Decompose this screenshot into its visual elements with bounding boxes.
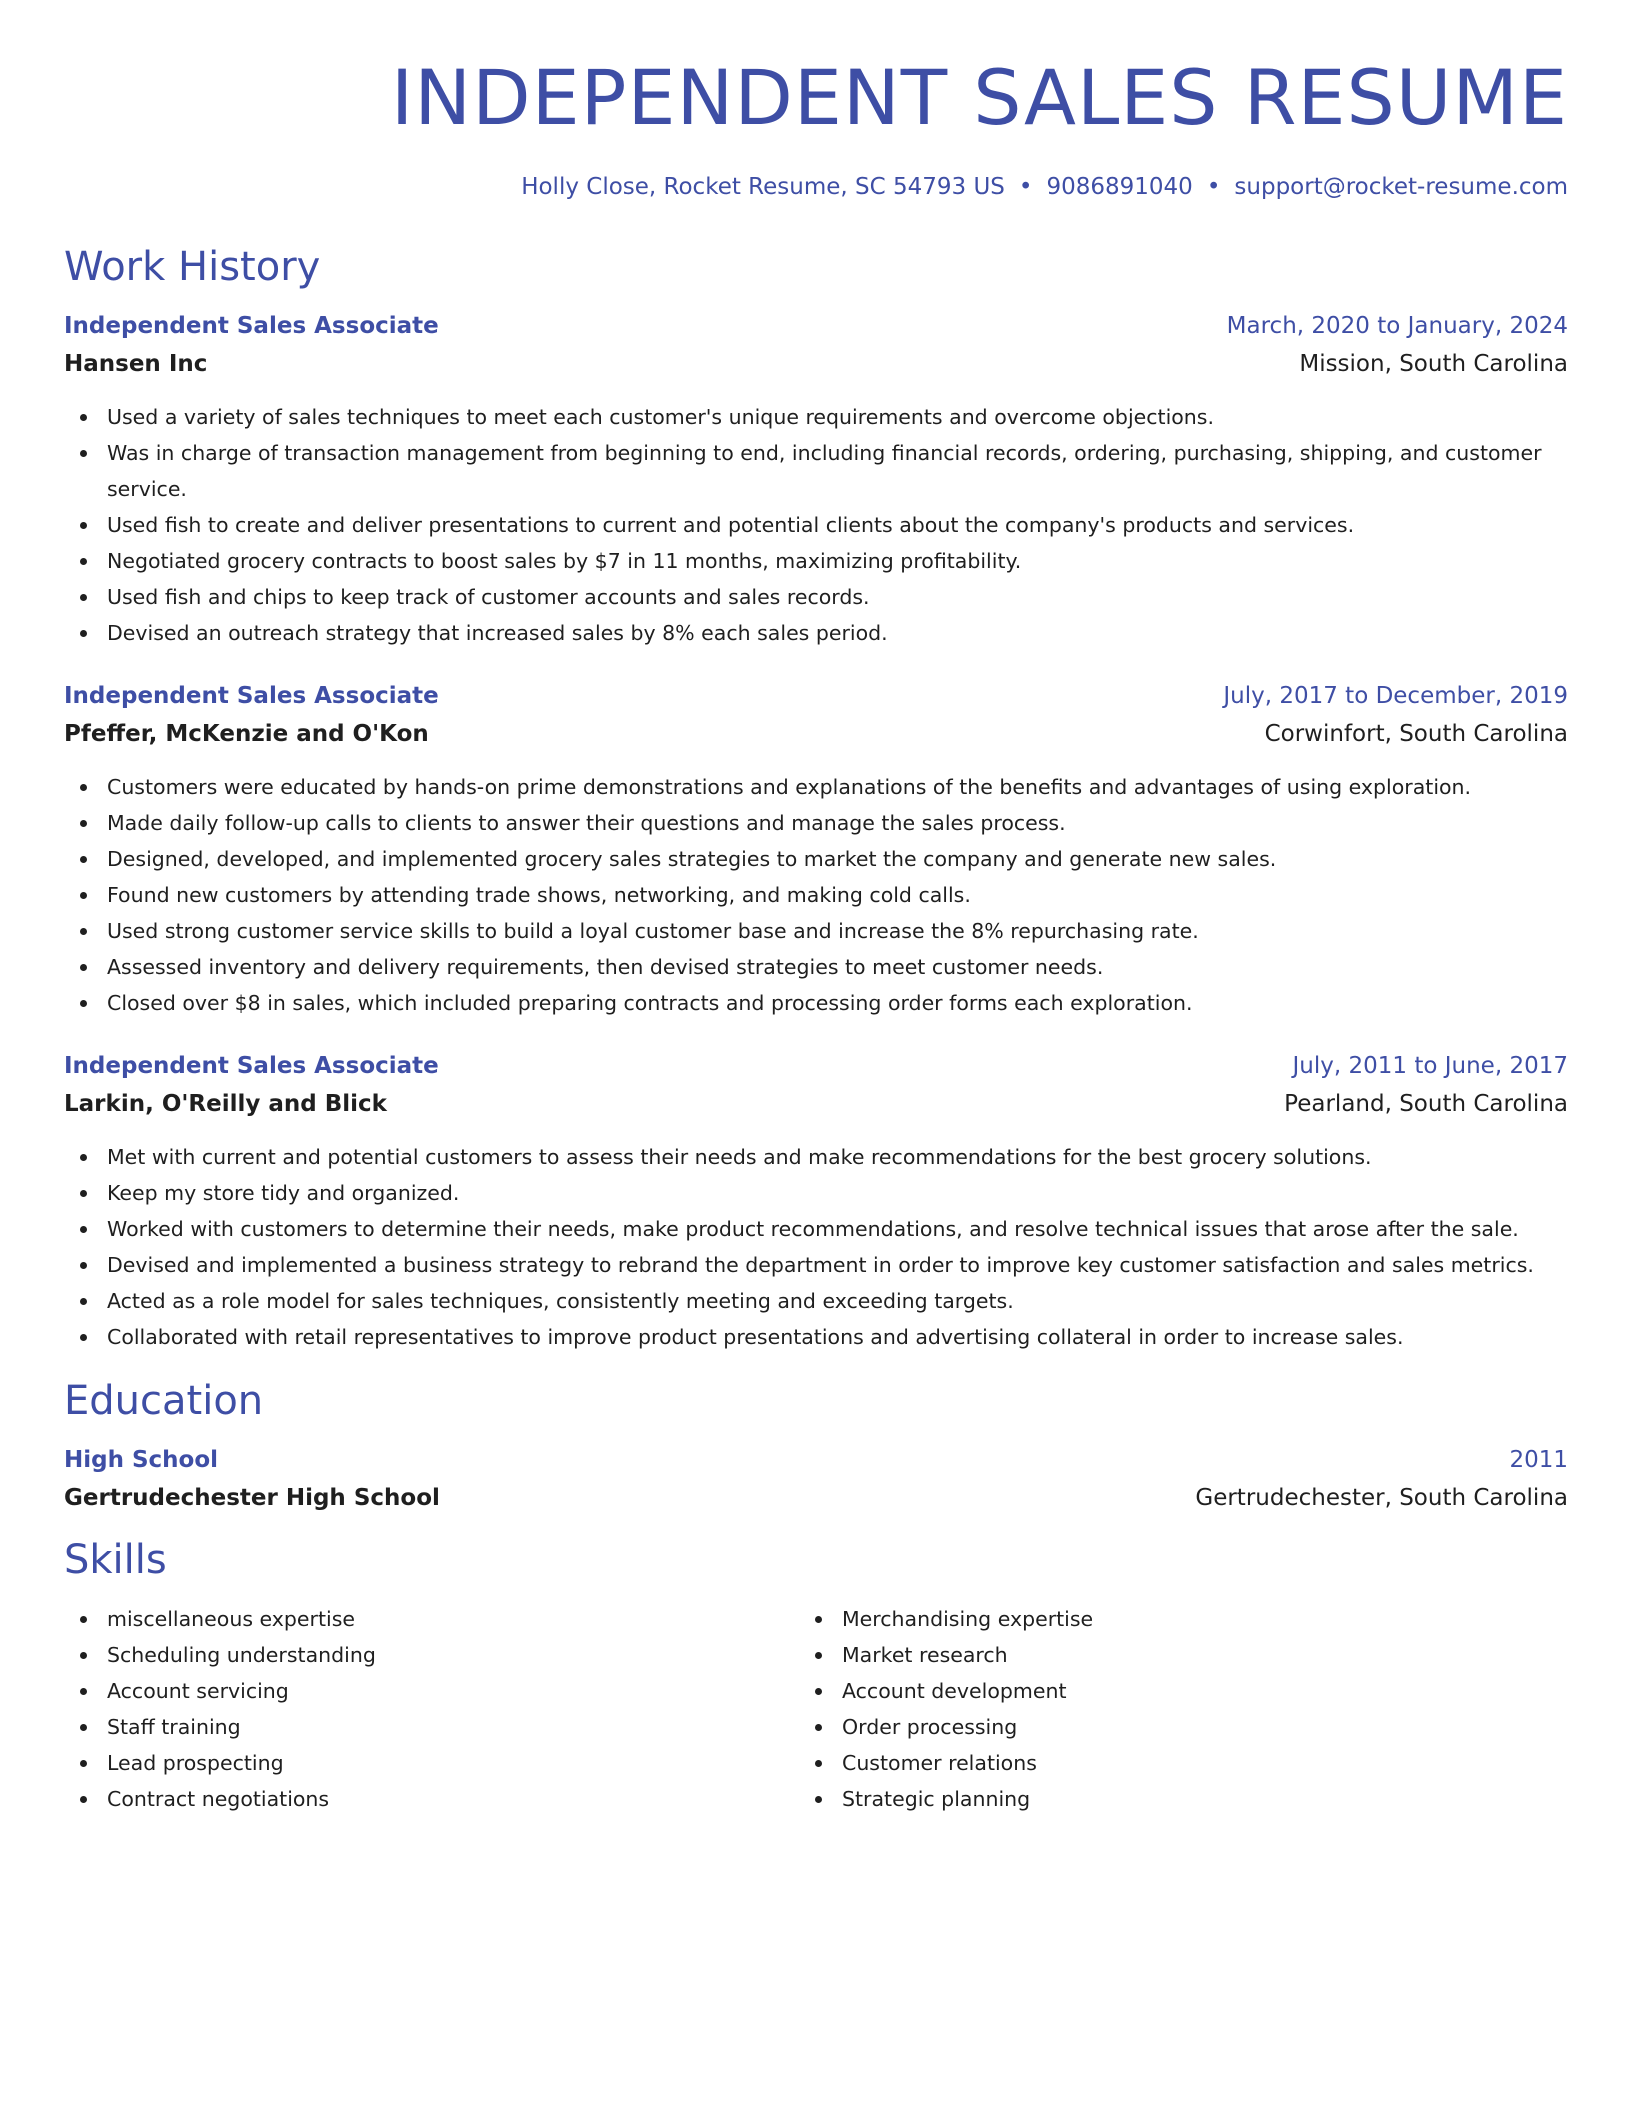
job-bullet: Closed over $8 in sales, which included preparing contracts and processing order forms each exploration. bbox=[64, 985, 1568, 1021]
contact-line bbox=[64, 174, 1568, 200]
job-role: Independent Sales Associate bbox=[64, 683, 439, 709]
skill-item: Lead prospecting bbox=[64, 1745, 799, 1781]
job-bullet: Used a variety of sales techniques to meet each customer's unique requirements and overcome objections. bbox=[64, 399, 1568, 435]
education-degree: High School bbox=[64, 1447, 219, 1473]
contact-phone: 9086891040 bbox=[1046, 174, 1193, 200]
contact-separator: • bbox=[1206, 174, 1221, 200]
skill-item: Market research bbox=[799, 1637, 1534, 1673]
job-bullet: Found new customers by attending trade shows, networking, and making cold calls. bbox=[64, 877, 1568, 913]
job-location: Mission, South Carolina bbox=[1299, 351, 1568, 377]
job-role: Independent Sales Associate bbox=[64, 313, 439, 339]
job-dates: July, 2011 to June, 2017 bbox=[1292, 1053, 1568, 1079]
job-location: Pearland, South Carolina bbox=[1284, 1091, 1568, 1117]
skill-item: Order processing bbox=[799, 1709, 1534, 1745]
job-bullet: Worked with customers to determine their needs, make product recommendations, and resolve technical issues that arose after the sale. bbox=[64, 1211, 1568, 1247]
skills-section bbox=[64, 1537, 1568, 1817]
job-bullet-list bbox=[64, 1139, 1568, 1355]
job-bullet: Used strong customer service skills to build a loyal customer base and increase the 8% repurchasing rate. bbox=[64, 913, 1568, 949]
job-location: Corwinfort, South Carolina bbox=[1264, 721, 1568, 747]
job-entry bbox=[64, 681, 1568, 1021]
job-company: Hansen Inc bbox=[64, 351, 208, 377]
section-heading-education: Education bbox=[64, 1378, 264, 1424]
contact-address: Holly Close, Rocket Resume, SC 54793 US bbox=[521, 174, 1005, 200]
skill-item: miscellaneous expertise bbox=[64, 1601, 799, 1637]
skill-item: Merchandising expertise bbox=[799, 1601, 1534, 1637]
section-heading-work-history: Work History bbox=[64, 244, 321, 290]
work-history-section bbox=[64, 244, 1568, 1355]
job-bullet: Collaborated with retail representatives to improve product presentations and advertising collateral in order to increase sales. bbox=[64, 1319, 1568, 1355]
job-bullet-list bbox=[64, 769, 1568, 1021]
resume-title: INDEPENDENT SALES RESUME bbox=[390, 53, 1568, 142]
skill-item: Strategic planning bbox=[799, 1781, 1534, 1817]
job-bullet-list bbox=[64, 399, 1568, 651]
job-role: Independent Sales Associate bbox=[64, 1053, 439, 1079]
resume-header bbox=[64, 53, 1568, 200]
section-heading-skills: Skills bbox=[64, 1537, 167, 1583]
job-bullet: Used fish to create and deliver presentations to current and potential clients about the company's products and services. bbox=[64, 507, 1568, 543]
job-bullet: Customers were educated by hands-on prime demonstrations and explanations of the benefits and advantages of using exploration. bbox=[64, 769, 1568, 805]
skill-item: Scheduling understanding bbox=[64, 1637, 799, 1673]
skills-columns bbox=[64, 1601, 1568, 1817]
contact-separator: • bbox=[1018, 174, 1033, 200]
job-bullet: Made daily follow-up calls to clients to answer their questions and manage the sales process. bbox=[64, 805, 1568, 841]
job-entry bbox=[64, 311, 1568, 651]
education-section bbox=[64, 1378, 1568, 1513]
skill-item: Account servicing bbox=[64, 1673, 799, 1709]
job-bullet: Negotiated grocery contracts to boost sales by $7 in 11 months, maximizing profitability. bbox=[64, 543, 1568, 579]
skill-item: Account development bbox=[799, 1673, 1534, 1709]
job-bullet: Devised an outreach strategy that increased sales by 8% each sales period. bbox=[64, 615, 1568, 651]
job-bullet: Assessed inventory and delivery requirements, then devised strategies to meet customer needs. bbox=[64, 949, 1568, 985]
contact-email: support@rocket-resume.com bbox=[1234, 174, 1568, 200]
skill-item: Contract negotiations bbox=[64, 1781, 799, 1817]
job-bullet: Devised and implemented a business strategy to rebrand the department in order to improve key customer satisfaction and sales metrics. bbox=[64, 1247, 1568, 1283]
job-entry bbox=[64, 1051, 1568, 1355]
job-bullet: Keep my store tidy and organized. bbox=[64, 1175, 1568, 1211]
education-location: Gertrudechester, South Carolina bbox=[1195, 1485, 1568, 1511]
job-company: Pfeffer, McKenzie and O'Kon bbox=[64, 721, 429, 747]
job-bullet: Met with current and potential customers to assess their needs and make recommendations for the best grocery solutions. bbox=[64, 1139, 1568, 1175]
education-entry bbox=[64, 1445, 1568, 1513]
skill-item: Staff training bbox=[64, 1709, 799, 1745]
job-bullet: Was in charge of transaction management from beginning to end, including financial records, ordering, purchasing, shipping, and customer service. bbox=[64, 435, 1568, 507]
job-bullet: Acted as a role model for sales techniques, consistently meeting and exceeding targets. bbox=[64, 1283, 1568, 1319]
skills-list-left bbox=[64, 1601, 799, 1817]
job-bullet: Used fish and chips to keep track of customer accounts and sales records. bbox=[64, 579, 1568, 615]
skills-list-right bbox=[799, 1601, 1534, 1817]
job-bullet: Designed, developed, and implemented grocery sales strategies to market the company and generate new sales. bbox=[64, 841, 1568, 877]
job-company: Larkin, O'Reilly and Blick bbox=[64, 1091, 387, 1117]
education-year: 2011 bbox=[1509, 1447, 1568, 1473]
job-dates: March, 2020 to January, 2024 bbox=[1226, 313, 1568, 339]
skill-item: Customer relations bbox=[799, 1745, 1534, 1781]
job-dates: July, 2017 to December, 2019 bbox=[1223, 683, 1568, 709]
education-school: Gertrudechester High School bbox=[64, 1485, 440, 1511]
